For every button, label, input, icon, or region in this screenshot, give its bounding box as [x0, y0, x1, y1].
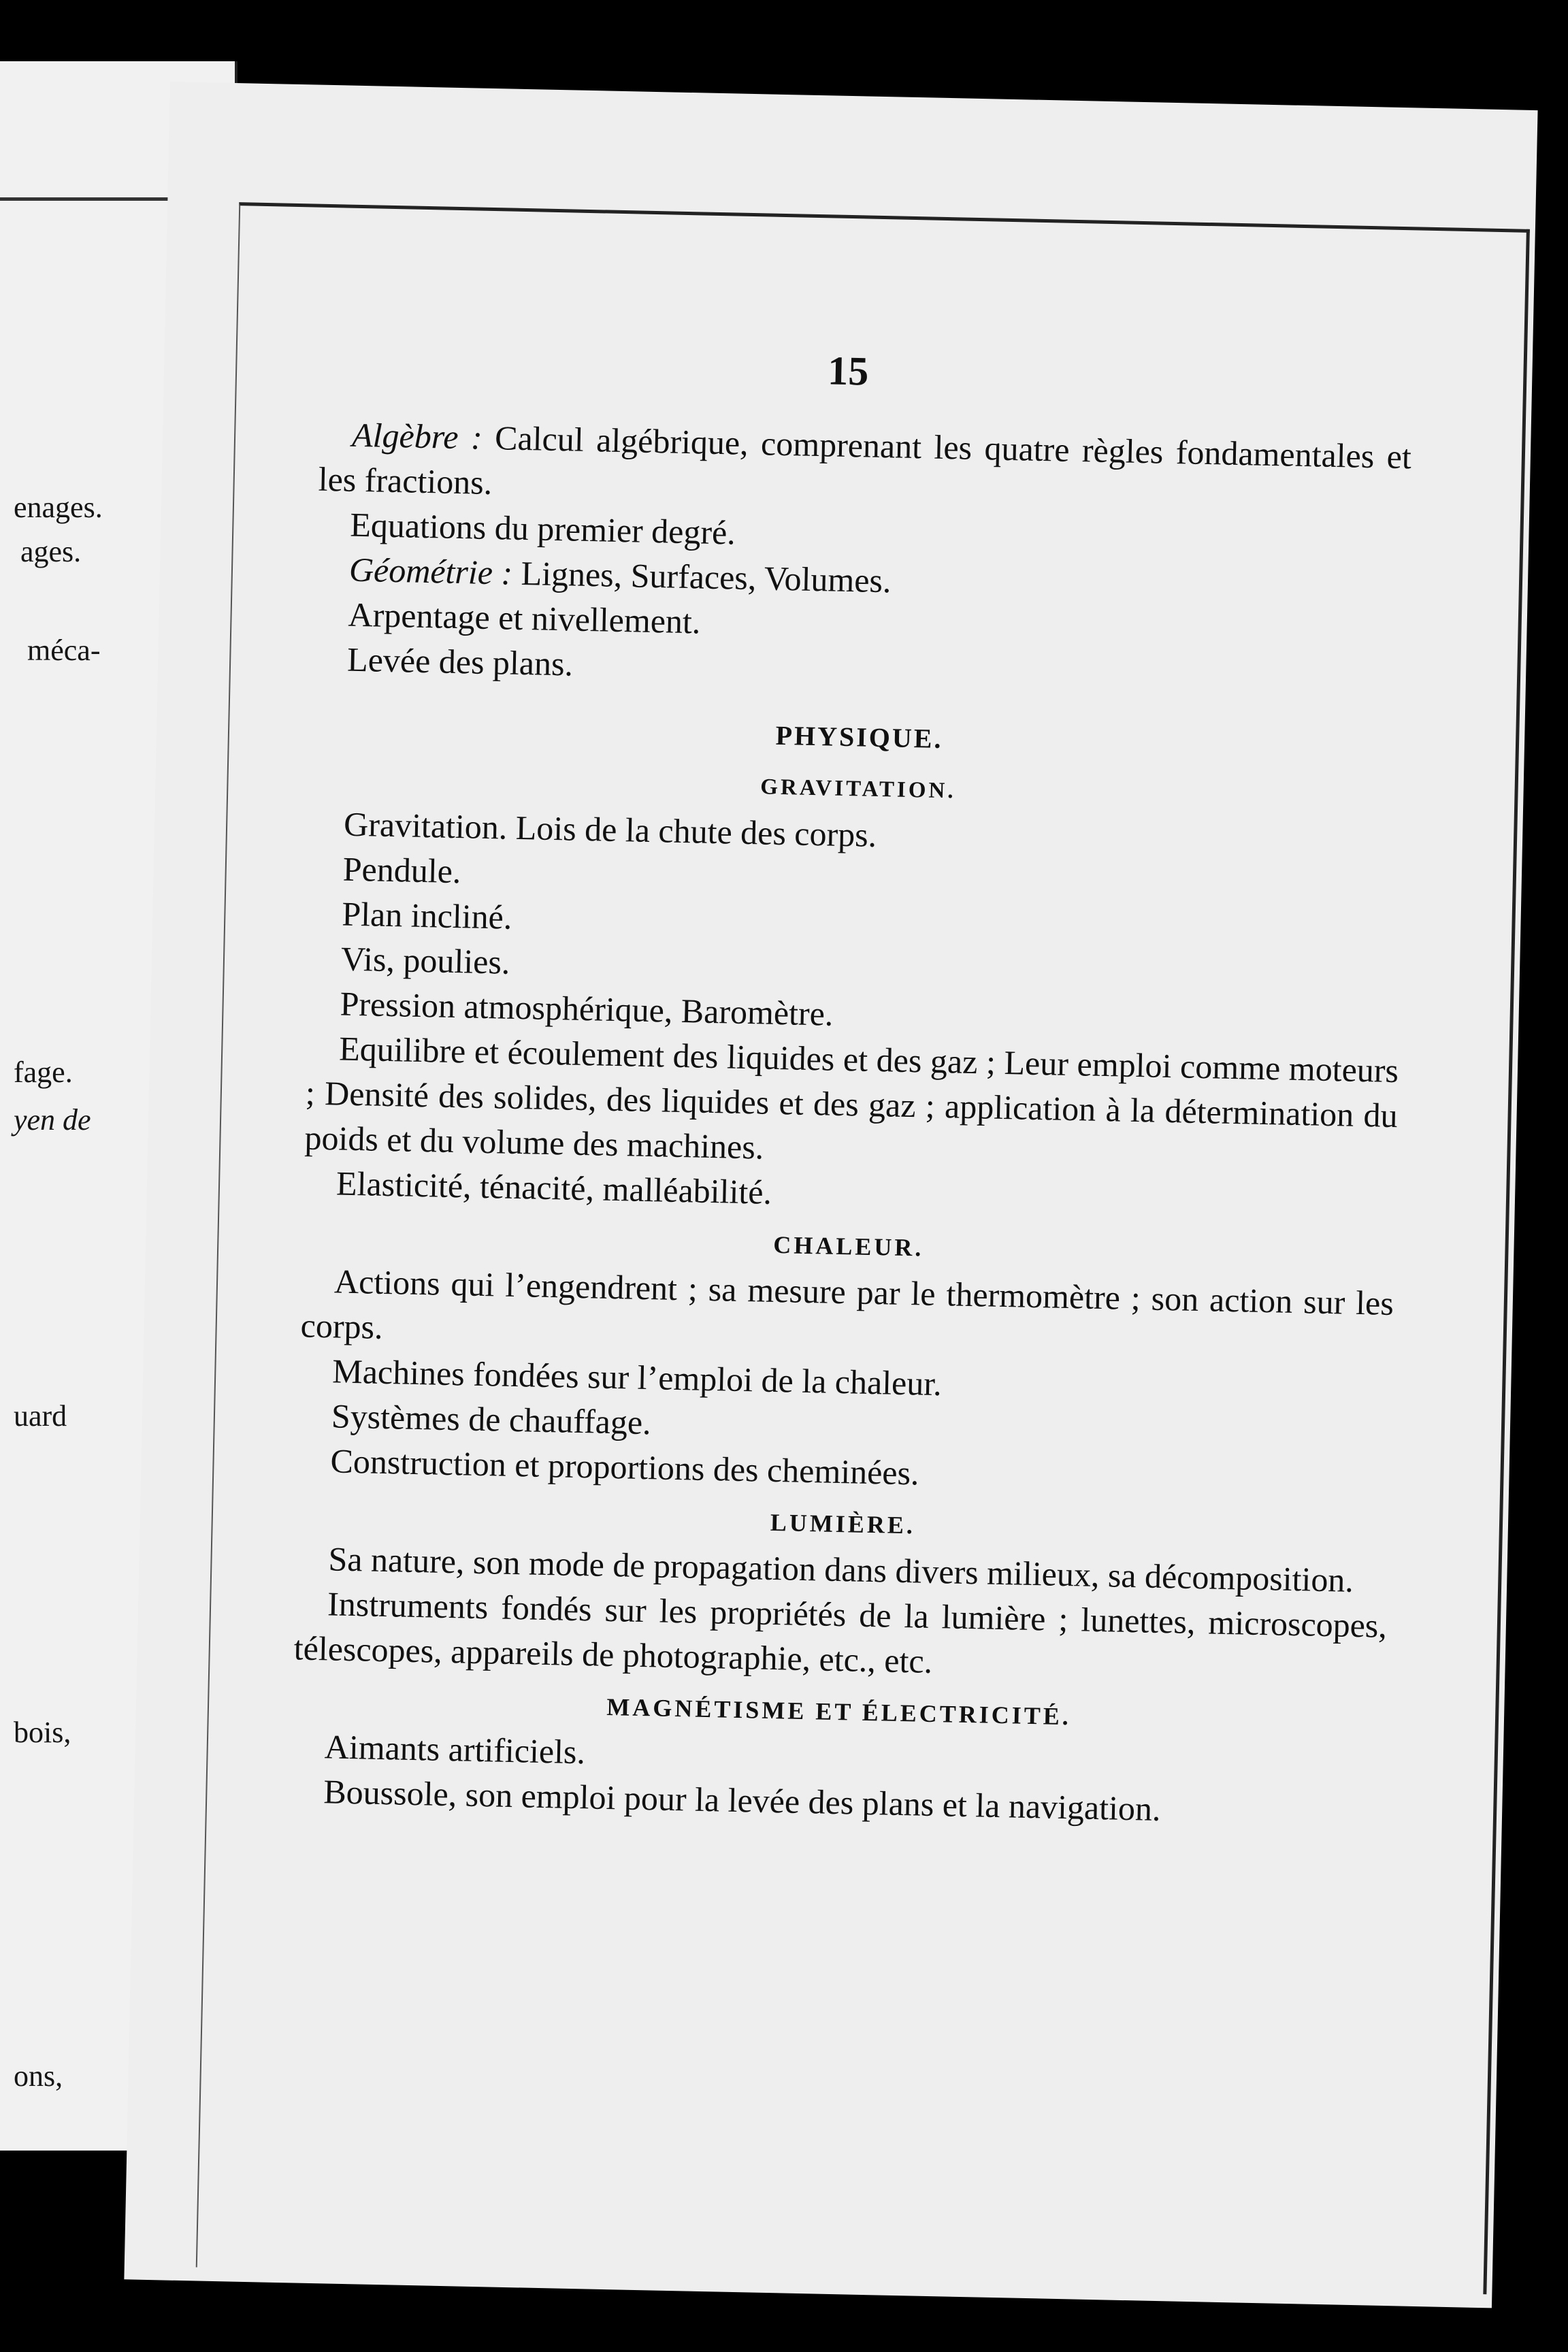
left-page-fragment: bois, — [14, 1716, 71, 1749]
light-line: Sa nature, son mode de propagation dans divers milieux, sa décomposition. — [328, 1539, 1354, 1599]
left-page-fragment: fage. — [14, 1056, 73, 1089]
page-content — [291, 412, 1412, 1836]
heat-line: Machines fondées sur l’emploi de la chaleur. — [331, 1352, 943, 1403]
physics-heading: PHYSIQUE. — [775, 719, 943, 754]
heat-line: Systèmes de chauffage. — [331, 1396, 652, 1442]
gravitation-heading: GRAVITATION. — [760, 774, 956, 804]
geometry-label: Géométrie : — [348, 550, 513, 592]
geometry-plans: Levée des plans. — [346, 640, 574, 683]
page-number: 15 — [827, 348, 870, 394]
left-page-fragment: uard — [14, 1399, 67, 1433]
algebra-label: Algèbre : — [351, 415, 483, 457]
heat-line: Construction et proportions des cheminées. — [330, 1441, 920, 1492]
gravitation-line: Equilibre et écoulement des liquides et des gaz ; Leur emploi comme moteurs ; Densité des solides, des liquides et des gaz ; application à la détermination du poids et du volume des machines. — [304, 1029, 1399, 1166]
heat-heading: CHALEUR. — [772, 1230, 924, 1262]
left-page-fragment: enages. — [14, 491, 103, 524]
magnetism-line: Boussole, son emploi pour la levée des plans et la navigation. — [323, 1772, 1162, 1829]
gravitation-line: Plan incliné. — [341, 894, 512, 936]
geometry-surveying: Arpentage et nivellement. — [348, 595, 701, 641]
algebra-text: Calcul algébrique, comprenant les quatre règles fondamentales et les fractions. — [318, 419, 1412, 502]
gravitation-line: Elasticité, ténacité, malléabilité. — [336, 1164, 772, 1211]
gravitation-line: Pression atmosphérique, Baromètre. — [340, 984, 834, 1033]
geometry-text: Lignes, Surfaces, Volumes. — [521, 553, 892, 600]
light-line: Instruments fondés sur les propriétés de la lumière ; lunettes, microscopes, télescopes, appareils de photographie, etc., etc. — [293, 1584, 1388, 1680]
algebra-equations: Equations du premier degré. — [349, 505, 736, 552]
light-heading: LUMIÈRE. — [770, 1508, 916, 1539]
book-page — [124, 82, 1537, 2308]
gravitation-line: Gravitation. Lois de la chute des corps. — [343, 804, 877, 854]
gravitation-line: Pendule. — [342, 849, 461, 891]
heat-line: Actions qui l’engendrent ; sa mesure par le thermomètre ; son action sur les corps. — [300, 1262, 1394, 1346]
magnetism-line: Aimants artificiels. — [324, 1727, 586, 1771]
gravitation-line: Vis, poulies. — [340, 939, 510, 981]
left-page-fragment: ages. — [20, 535, 82, 568]
left-page-fragment: ons, — [14, 2059, 63, 2093]
magnetism-heading: MAGNÉTISME ET ÉLECTRICITÉ. — [606, 1693, 1072, 1731]
left-page-fragment: méca- — [27, 634, 101, 667]
left-page-fragment: yen de — [14, 1103, 91, 1137]
